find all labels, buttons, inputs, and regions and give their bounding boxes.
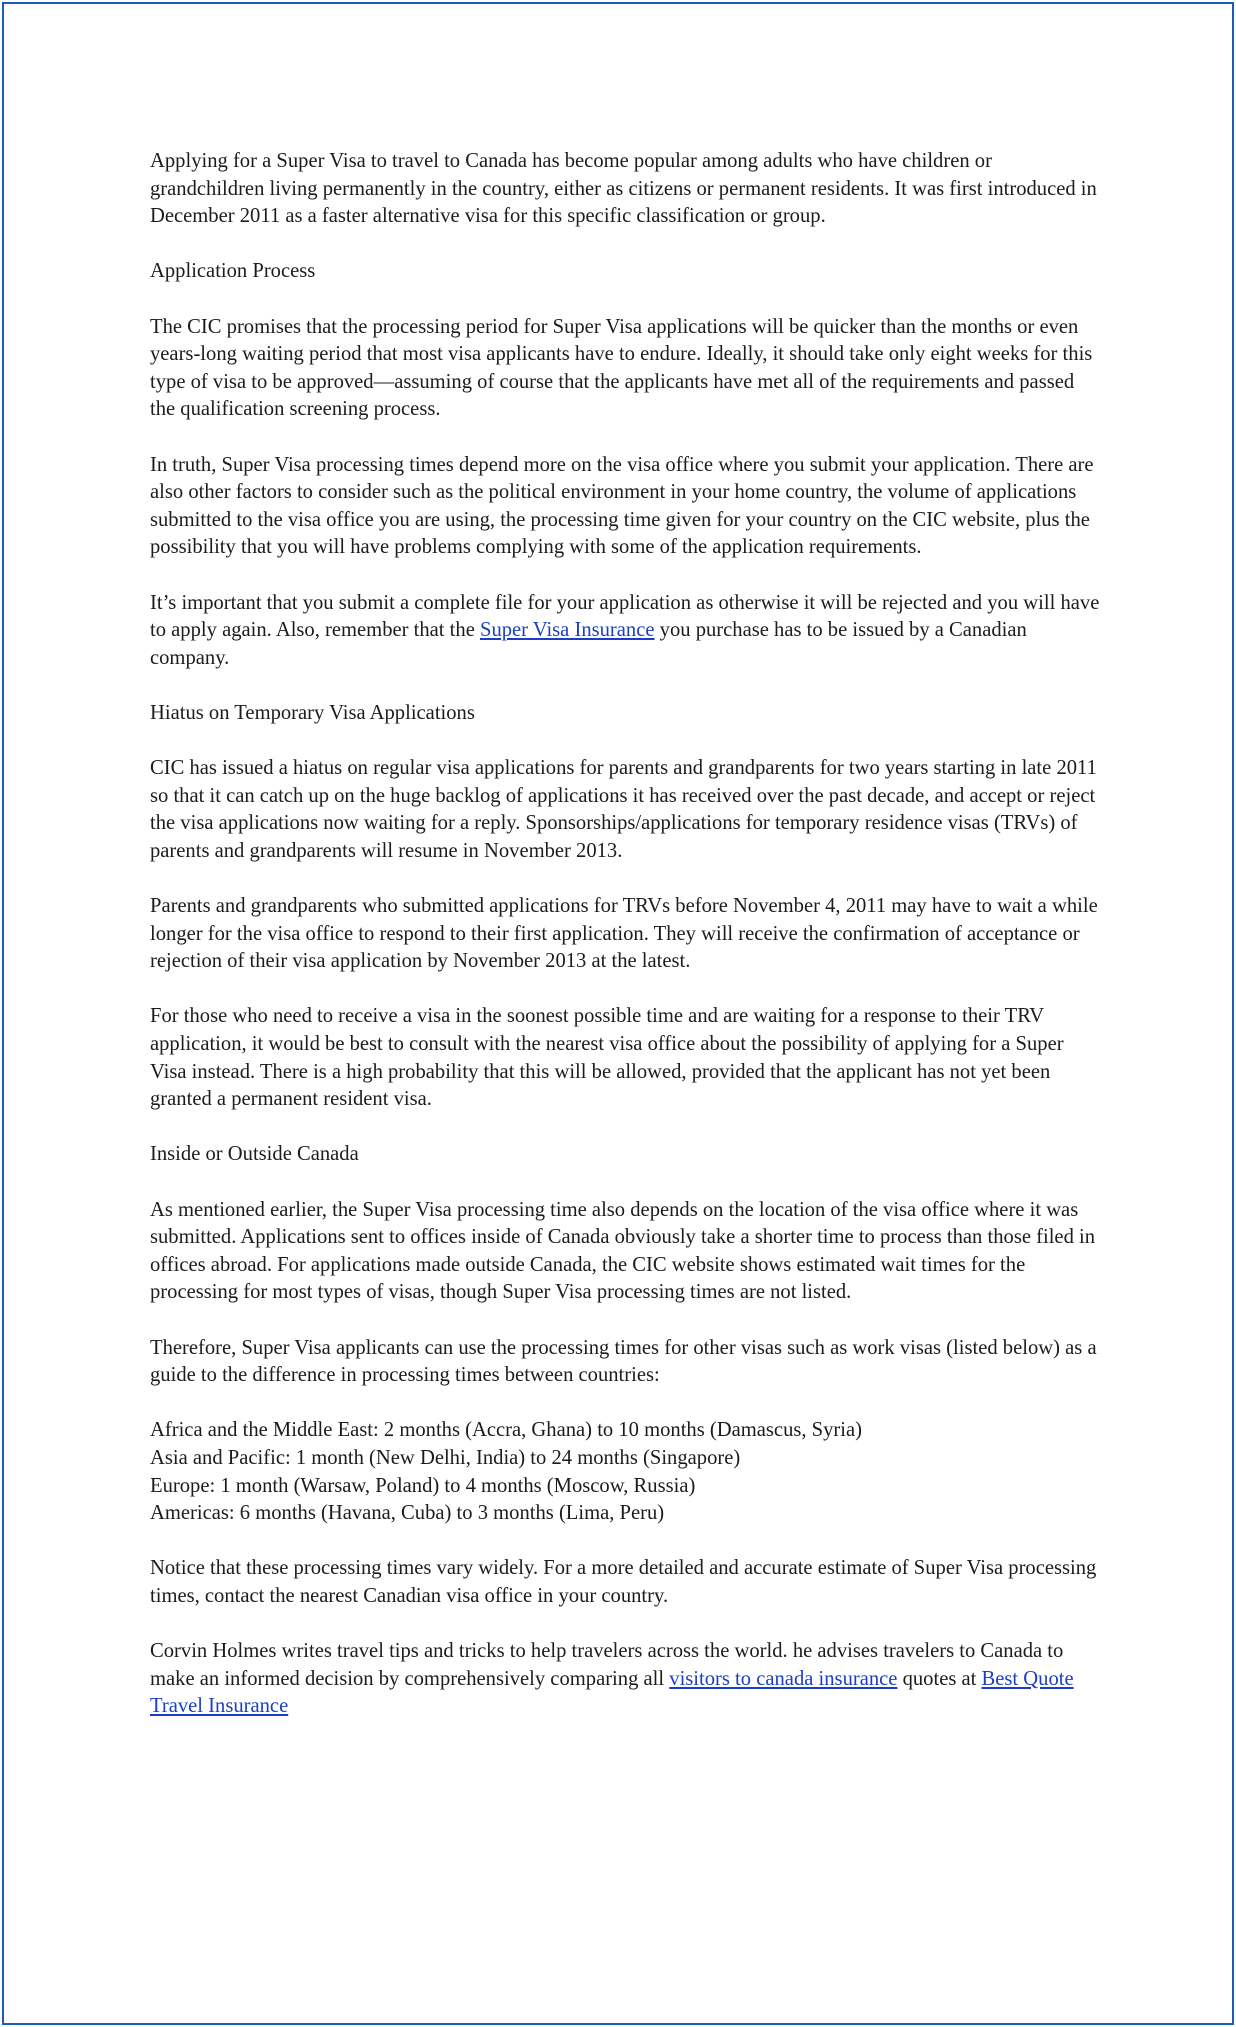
best-quote-travel-insurance-link[interactable]: Best Quote Travel Insurance bbox=[150, 1667, 1074, 1718]
heading-inside-outside: Inside or Outside Canada bbox=[150, 1143, 359, 1166]
paragraph-work-visas: Therefore, Super Visa applicants can use the processing times for other visas such as work visas (listed below) as a guide to the difference in processing times between countries: bbox=[150, 1336, 1097, 1387]
intro-paragraph: Applying for a Super Visa to travel to Canada has become popular among adults who have children or grandchildren living permanently in the country, either as citizens or permanent residents. It was first introduced in December 2011 as a faster alternative visa for this specific classification or group. bbox=[150, 150, 1097, 228]
paragraph-text: Corvin Holmes writes travel tips and tricks to help travelers across the world. he advises travelers to Canada to make an informed decision by comprehensively comparing all bbox=[150, 1640, 1064, 1690]
processing-times-list bbox=[150, 1417, 1100, 1527]
paragraph-text: It’s important that you submit a complete file for your application as otherwise it will be rejected and you will have to apply again. Also, remember that the bbox=[150, 591, 1100, 642]
heading-application-process: Application Process bbox=[150, 260, 316, 283]
paragraph-hiatus: CIC has issued a hiatus on regular visa applications for parents and grandparents for two years starting in late 2011 so that it can catch up on the huge backlog of applications it has received over the past decade, and accept or reject the visa applications now waiting for a reply. Sponsorships/applications for temporary residence visas (TRVs) of parents and grandparents will resume in November 2013. bbox=[150, 757, 1097, 862]
paragraph-trv-before-nov: Parents and grandparents who submitted applications for TRVs before November 4, 2011 may have to wait a while longer for the visa office to respond to their first application. They will receive the confirmation of acceptance or rejection of their visa application by November 2013 at the latest. bbox=[150, 895, 1098, 973]
paragraph-processing-period: The CIC promises that the processing period for Super Visa applications will be quicker than the months or even years-long waiting period that most visa applicants have to endure. Ideally, it should take only eight weeks for this type of visa to be approved—assuming of course that the applicants have met all of the requirements and passed the qualification screening process. bbox=[150, 315, 1093, 421]
paragraph-notice: Notice that these processing times vary widely. For a more detailed and accurate estimate of Super Visa processing times, contact the nearest Canadian visa office in your country. bbox=[150, 1557, 1097, 1607]
paragraph-text: quotes at bbox=[897, 1667, 982, 1690]
paragraph-processing-factors: In truth, Super Visa processing times depend more on the visa office where you submit your application. There are also other factors to consider such as the political environment in your home country, the volume of applications submitted to the visa office you are using, the processing time given for your country on the CIC website, plus the possibility that you will have problems complying with some of the application requirements. bbox=[150, 453, 1094, 559]
list-item: Asia and Pacific: 1 month (New Delhi, India) to 24 months (Singapore) bbox=[150, 1446, 741, 1469]
paragraph-author bbox=[150, 1638, 1100, 1721]
document-body bbox=[150, 148, 1100, 1748]
paragraph-location: As mentioned earlier, the Super Visa processing time also depends on the location of the visa office where it was submitted. Applications sent to offices inside of Canada obviously take a shorter time to process than those filed in offices abroad. For applications made outside Canada, the CIC website shows estimated wait times for the processing for most types of visas, though Super Visa processing times are not listed. bbox=[150, 1198, 1096, 1304]
list-item: Africa and the Middle East: 2 months (Accra, Ghana) to 10 months (Damascus, Syria) bbox=[150, 1419, 863, 1442]
paragraph-soonest-visa: For those who need to receive a visa in the soonest possible time and are waiting for a response to their TRV application, it would be best to consult with the nearest visa office about the possibility of applying for a Super Visa instead. There is a high probability that this will be allowed, provided that the applicant has not yet been granted a permanent resident visa. bbox=[150, 1005, 1064, 1111]
paragraph-text: you purchase has to be issued by a Canadian company. bbox=[150, 619, 1027, 669]
heading-hiatus: Hiatus on Temporary Visa Applications bbox=[150, 701, 475, 724]
paragraph-complete-file bbox=[150, 590, 1100, 673]
visitors-to-canada-insurance-link[interactable]: visitors to canada insurance bbox=[669, 1667, 898, 1690]
list-item: Europe: 1 month (Warsaw, Poland) to 4 months (Moscow, Russia) bbox=[150, 1474, 696, 1497]
super-visa-insurance-link[interactable]: Super Visa Insurance bbox=[479, 619, 655, 642]
list-item: Americas: 6 months (Havana, Cuba) to 3 months (Lima, Peru) bbox=[150, 1502, 665, 1525]
